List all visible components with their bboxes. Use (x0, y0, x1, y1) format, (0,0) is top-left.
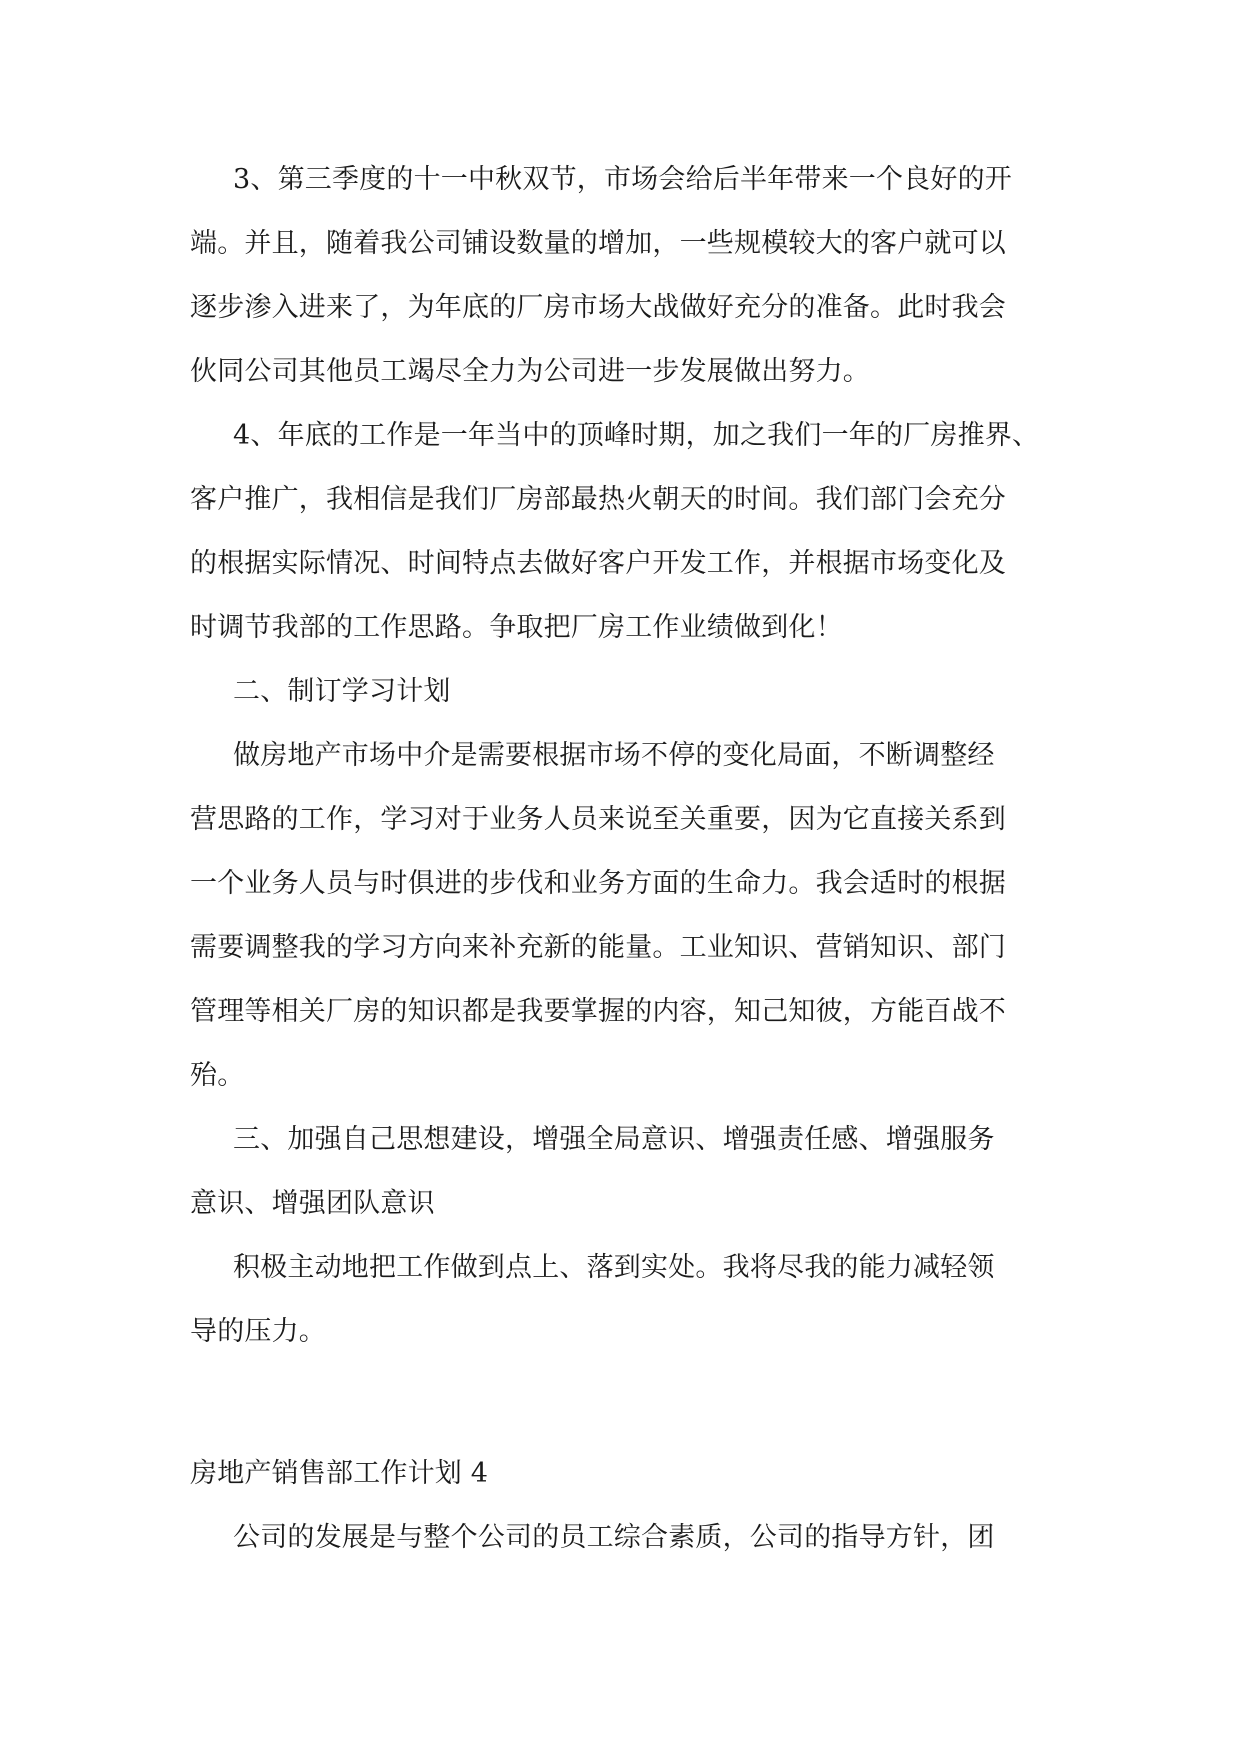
study-paragraph-line-6: 殆。 (190, 1060, 245, 1091)
paragraph-3-line-3: 逐步渗入进来了，为年底的厂房市场大战做好充分的准备。此时我会 (190, 292, 1006, 323)
study-paragraph-line-5: 管理等相关厂房的知识都是我要掌握的内容，知己知彼，方能百战不 (190, 996, 1006, 1027)
section-heading-3-line-2: 意识、增强团队意识 (190, 1188, 435, 1219)
study-paragraph-line-2: 营思路的工作，学习对于业务人员来说至关重要，因为它直接关系到 (190, 804, 1006, 835)
action-paragraph-line-1: 积极主动地把工作做到点上、落到实处。我将尽我的能力减轻领 (233, 1252, 995, 1283)
paragraph-3-line-2: 端。并且，随着我公司铺设数量的增加，一些规模较大的客户就可以 (190, 228, 1006, 259)
paragraph-3-line-4: 伙同公司其他员工竭尽全力为公司进一步发展做出努力。 (190, 356, 870, 387)
paragraph-3-line-1: 3、第三季度的十一中秋双节，市场会给后半年带来一个良好的开 (233, 164, 1012, 195)
action-paragraph-line-2: 导的压力。 (190, 1316, 326, 1347)
study-paragraph-line-3: 一个业务人员与时俱进的步伐和业务方面的生命力。我会适时的根据 (190, 868, 1006, 899)
study-paragraph-line-4: 需要调整我的学习方向来补充新的能量。工业知识、营销知识、部门 (190, 932, 1006, 963)
document-title-4: 房地产销售部工作计划 4 (190, 1458, 489, 1489)
paragraph-4-line-3: 的根据实际情况、时间特点去做好客户开发工作，并根据市场变化及 (190, 548, 1006, 579)
plan-4-paragraph-line-1: 公司的发展是与整个公司的员工综合素质，公司的指导方针，团 (233, 1522, 995, 1553)
section-heading-2: 二、制订学习计划 (233, 676, 451, 707)
paragraph-4-line-1: 4、年底的工作是一年当中的顶峰时期，加之我们一年的厂房推界、 (233, 420, 1040, 451)
section-heading-3-line-1: 三、加强自己思想建设，增强全局意识、增强责任感、增强服务 (233, 1124, 995, 1155)
paragraph-4-line-2: 客户推广，我相信是我们厂房部最热火朝天的时间。我们部门会充分 (190, 484, 1006, 515)
paragraph-4-line-4: 时调节我部的工作思路。争取把厂房工作业绩做到化！ (190, 612, 843, 643)
study-paragraph-line-1: 做房地产市场中介是需要根据市场不停的变化局面，不断调整经 (233, 740, 995, 771)
